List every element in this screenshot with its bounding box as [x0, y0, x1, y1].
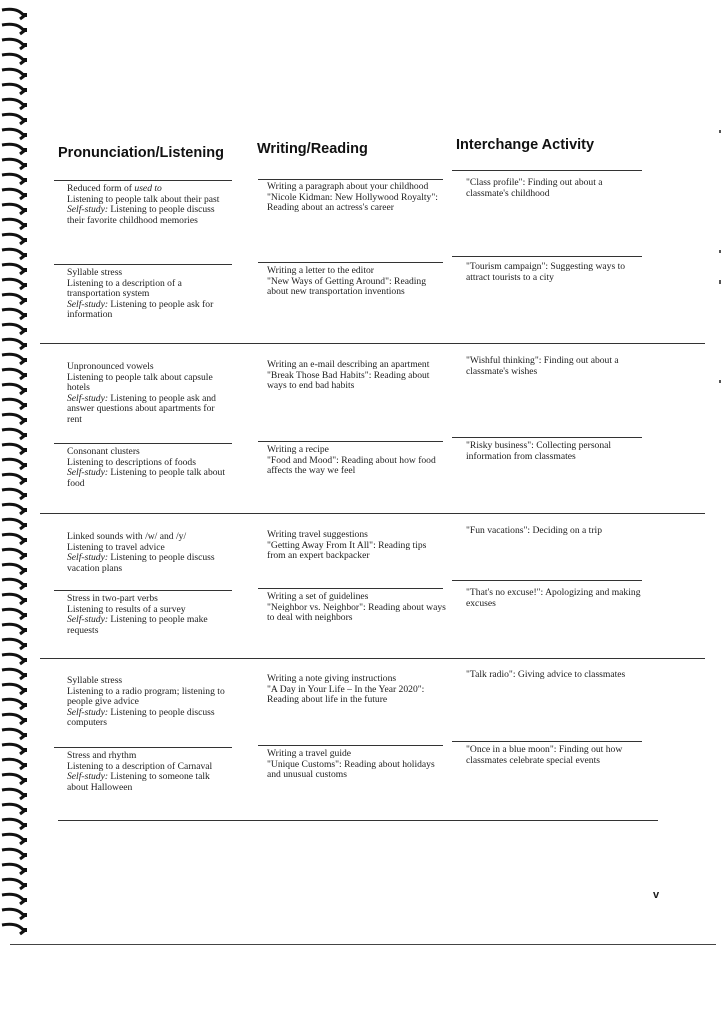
spiral-hole: [22, 268, 27, 272]
spiral-hole: [22, 358, 27, 362]
interchange-activity-cell: [466, 356, 646, 377]
spiral-hole: [22, 733, 27, 737]
spiral-coil: [2, 414, 24, 424]
pronunciation-listening-cell: [67, 751, 225, 793]
spiral-coil: [2, 654, 24, 664]
spiral-coil: [2, 459, 24, 469]
writing-reading-cell: [267, 445, 447, 477]
spiral-coil: [2, 819, 24, 829]
reading-topic: "Getting Away From It All": Reading tips from an expert backpacker: [267, 539, 427, 562]
pronunciation-topic: Syllable stress: [67, 675, 123, 686]
spiral-hole: [22, 868, 27, 872]
reading-topic: "Food and Mood": Reading about how food affects the way we feel: [267, 454, 436, 477]
spiral-hole: [22, 28, 27, 32]
scan-mark: [719, 280, 721, 284]
reading-topic: "A Day in Your Life – In the Year 2020": Reading about life in the future: [267, 683, 425, 706]
spiral-hole: [22, 388, 27, 392]
row-divider: [54, 264, 232, 265]
spiral-coil: [2, 684, 24, 694]
spiral-coil: [2, 384, 24, 394]
spiral-hole: [22, 853, 27, 857]
interchange-activity-cell: [466, 588, 646, 609]
spiral-hole: [22, 103, 27, 107]
spiral-coil: [2, 909, 24, 919]
spiral-hole: [22, 373, 27, 377]
spiral-hole: [22, 208, 27, 212]
spiral-coil: [2, 444, 24, 454]
self-study-label: Self-study:: [67, 392, 109, 404]
self-study-text: Listening to people ask for information: [67, 298, 214, 321]
spiral-hole: [22, 43, 27, 47]
spiral-coil: [2, 834, 24, 844]
listening-topic: Listening to results of a survey: [67, 603, 186, 615]
spiral-hole: [22, 508, 27, 512]
row-divider: [452, 580, 642, 581]
spiral-coil: [2, 579, 24, 589]
scan-mark: [719, 130, 721, 133]
scan-bottom-line: [10, 944, 716, 945]
self-study-label: Self-study:: [67, 467, 109, 479]
reading-topic: "Break Those Bad Habits": Reading about ways to end bad habits: [267, 369, 430, 392]
spiral-coil: [2, 399, 24, 409]
spiral-coil: [2, 534, 24, 544]
spiral-hole: [22, 673, 27, 677]
interchange-activity: "Talk radio": Giving advice to classmates: [466, 669, 626, 680]
spiral-coil: [2, 324, 24, 334]
row-divider: [258, 745, 443, 746]
spiral-hole: [22, 448, 27, 452]
row-divider: [54, 590, 232, 591]
pronunciation-listening-cell: [67, 532, 225, 574]
spiral-hole: [22, 583, 27, 587]
spiral-coil: [2, 669, 24, 679]
spiral-hole: [22, 523, 27, 527]
listening-topic: Listening to a description of a transportation system: [67, 277, 182, 300]
header-writing-reading: Writing/Reading: [257, 141, 368, 157]
spiral-hole: [22, 148, 27, 152]
interchange-activity: "Fun vacations": Deciding on a trip: [466, 525, 602, 536]
writing-reading-cell: [267, 182, 447, 214]
spiral-hole: [22, 283, 27, 287]
listening-topic: Listening to a radio program; listening to people give advice: [67, 685, 225, 708]
spiral-binding: [0, 0, 34, 950]
spiral-coil: [2, 339, 24, 349]
scan-mark: [719, 380, 721, 383]
spiral-hole: [22, 133, 27, 137]
spiral-hole: [22, 628, 27, 632]
spiral-hole: [22, 568, 27, 572]
spiral-hole: [22, 598, 27, 602]
spiral-coil: [2, 714, 24, 724]
self-study-text: Listening to people make requests: [67, 614, 208, 636]
row-divider: [40, 513, 705, 514]
scan-mark: [719, 250, 721, 253]
self-study-label: Self-study:: [67, 706, 109, 718]
spiral-hole: [22, 328, 27, 332]
spiral-hole: [22, 778, 27, 782]
spiral-coil: [2, 594, 24, 604]
spiral-coil: [2, 849, 24, 859]
spiral-hole: [22, 58, 27, 62]
spiral-coil: [2, 474, 24, 484]
self-study-topic: [67, 553, 225, 574]
self-study-topic: [67, 394, 225, 426]
spiral-coil: [2, 609, 24, 619]
spiral-hole: [22, 403, 27, 407]
spiral-hole: [22, 298, 27, 302]
spiral-hole: [22, 433, 27, 437]
spiral-coil: [2, 639, 24, 649]
spiral-coil: [2, 279, 24, 289]
spiral-coil: [2, 24, 24, 34]
writing-reading-cell: [267, 749, 447, 781]
row-divider: [54, 747, 232, 748]
self-study-topic: [67, 708, 225, 729]
spiral-coil: [2, 624, 24, 634]
spiral-coil: [2, 504, 24, 514]
self-study-label: Self-study:: [67, 204, 109, 216]
row-divider: [452, 256, 642, 257]
row-divider: [452, 741, 642, 742]
spiral-coil: [2, 864, 24, 874]
spiral-hole: [22, 418, 27, 422]
spiral-coil: [2, 354, 24, 364]
writing-topic: Writing a note giving instructions: [267, 673, 397, 684]
pronunciation-topic-italic: used to: [134, 183, 162, 194]
spiral-coil: [2, 189, 24, 199]
spiral-hole: [22, 688, 27, 692]
spiral-hole: [22, 658, 27, 662]
pronunciation-topic: Unpronounced vowels: [67, 361, 154, 372]
listening-topic: Listening to a description of Carnaval: [67, 760, 213, 772]
listening-topic: Listening to people talk about capsule hotels: [67, 371, 213, 394]
spiral-coil: [2, 789, 24, 799]
spiral-coil: [2, 144, 24, 154]
writing-topic: Writing a recipe: [267, 444, 329, 455]
spiral-hole: [22, 73, 27, 77]
spiral-coil: [2, 699, 24, 709]
pronunciation-listening-cell: [67, 594, 225, 636]
pronunciation-listening-cell: [67, 362, 225, 426]
pronunciation-listening-cell: [67, 676, 225, 729]
interchange-activity-cell: [466, 526, 646, 537]
interchange-activity: "Risky business": Collecting personal information from classmates: [466, 440, 612, 462]
spiral-coil: [2, 249, 24, 259]
interchange-activity: "Wishful thinking": Finding out about a classmate's wishes: [466, 355, 619, 377]
row-divider: [452, 170, 642, 171]
self-study-label: Self-study:: [67, 614, 109, 626]
writing-reading-cell: [267, 530, 447, 562]
self-study-text: Listening to people discuss computers: [67, 706, 215, 729]
interchange-activity-cell: [466, 178, 646, 199]
row-divider: [40, 343, 705, 344]
interchange-activity-cell: [466, 262, 646, 283]
row-divider: [258, 588, 443, 589]
spiral-coil: [2, 219, 24, 229]
reading-topic: "Neighbor vs. Neighbor": Reading about ways to deal with neighbors: [267, 601, 446, 624]
spiral-coil: [2, 759, 24, 769]
spiral-hole: [22, 838, 27, 842]
spiral-hole: [22, 313, 27, 317]
self-study-topic: [67, 615, 225, 636]
spiral-hole: [22, 613, 27, 617]
pronunciation-topic: Stress and rhythm: [67, 750, 137, 761]
spiral-coil: [2, 84, 24, 94]
spiral-coil: [2, 879, 24, 889]
pronunciation-topic: Consonant clusters: [67, 446, 140, 457]
writing-topic: Writing an e-mail describing an apartment: [267, 359, 430, 370]
self-study-text: Listening to someone talk about Halloween: [67, 771, 210, 793]
spiral-hole: [22, 118, 27, 122]
pronunciation-topic: Linked sounds with /w/ and /y/: [67, 531, 187, 542]
writing-reading-cell: [267, 592, 447, 624]
row-divider: [452, 437, 642, 438]
reading-topic: "Unique Customs": Reading about holidays and unusual customs: [267, 758, 435, 781]
spiral-coil: [2, 429, 24, 439]
spiral-hole: [22, 238, 27, 242]
spiral-hole: [22, 898, 27, 902]
interchange-activity: "Tourism campaign": Suggesting ways to attract tourists to a city: [466, 261, 626, 283]
writing-reading-cell: [267, 674, 447, 706]
spiral-hole: [22, 883, 27, 887]
writing-topic: Writing a set of guidelines: [267, 591, 369, 602]
spiral-coil: [2, 924, 24, 934]
reading-topic: "New Ways of Getting Around": Reading about new transportation inventions: [267, 275, 427, 298]
spiral-coil: [2, 489, 24, 499]
writing-topic: Writing a letter to the editor: [267, 265, 374, 276]
pronunciation-listening-cell: [67, 184, 225, 226]
spiral-hole: [22, 793, 27, 797]
spiral-coil: [2, 564, 24, 574]
row-divider: [54, 180, 232, 181]
self-study-text: Listening to people talk about food: [67, 467, 225, 489]
spiral-hole: [22, 253, 27, 257]
spiral-coil: [2, 519, 24, 529]
spiral-coil: [2, 309, 24, 319]
spiral-hole: [22, 343, 27, 347]
spiral-coil: [2, 744, 24, 754]
pronunciation-topic: Syllable stress: [67, 267, 123, 278]
self-study-topic: [67, 772, 225, 793]
spiral-coil: [2, 99, 24, 109]
spiral-hole: [22, 718, 27, 722]
interchange-activity-cell: [466, 441, 646, 462]
spiral-coil: [2, 129, 24, 139]
row-divider: [258, 262, 443, 263]
spiral-hole: [22, 763, 27, 767]
row-divider: [258, 179, 443, 180]
spiral-coil: [2, 729, 24, 739]
self-study-label: Self-study:: [67, 552, 109, 564]
spiral-hole: [22, 928, 27, 932]
listening-topic: Listening to descriptions of foods: [67, 456, 196, 468]
writing-topic: Writing a travel guide: [267, 748, 352, 759]
writing-topic: Writing a paragraph about your childhood: [267, 181, 429, 192]
spiral-hole: [22, 88, 27, 92]
spiral-coil: [2, 774, 24, 784]
pronunciation-topic: Stress in two-part verbs: [67, 593, 158, 604]
writing-topic: Writing travel suggestions: [267, 529, 368, 540]
page-number: v: [653, 889, 660, 901]
self-study-text: Listening to people discuss vacation plans: [67, 552, 215, 574]
spiral-hole: [22, 913, 27, 917]
reading-topic: "Nicole Kidman: New Hollywood Royalty": Reading about an actress's career: [267, 191, 438, 214]
spiral-hole: [22, 823, 27, 827]
pronunciation-listening-cell: [67, 268, 225, 321]
spiral-coil: [2, 369, 24, 379]
header-pronunciation-listening: Pronunciation/Listening: [58, 145, 224, 161]
self-study-topic: [67, 205, 225, 226]
spiral-coil: [2, 159, 24, 169]
spiral-hole: [22, 193, 27, 197]
spiral-coil: [2, 114, 24, 124]
self-study-topic: [67, 300, 225, 321]
row-divider: [40, 658, 705, 659]
spiral-hole: [22, 13, 27, 17]
writing-reading-cell: [267, 360, 447, 392]
spiral-hole: [22, 538, 27, 542]
spiral-hole: [22, 553, 27, 557]
writing-reading-cell: [267, 266, 447, 298]
spiral-coil: [2, 264, 24, 274]
spiral-coil: [2, 804, 24, 814]
spiral-hole: [22, 748, 27, 752]
listening-topic: Listening to people talk about their past: [67, 193, 220, 205]
self-study-text: Listening to people ask and answer questions about apartments for rent: [67, 392, 216, 425]
self-study-text: Listening to people discuss their favorite childhood memories: [67, 204, 215, 226]
spiral-hole: [22, 478, 27, 482]
spiral-hole: [22, 463, 27, 467]
self-study-label: Self-study:: [67, 771, 109, 783]
row-divider: [54, 443, 232, 444]
self-study-topic: [67, 468, 225, 489]
spiral-hole: [22, 703, 27, 707]
row-divider: [258, 441, 443, 442]
header-interchange-activity: Interchange Activity: [456, 137, 595, 153]
pronunciation-topic: Reduced form of used to: [67, 183, 162, 194]
row-divider: [58, 820, 658, 821]
interchange-activity-cell: [466, 745, 646, 766]
spiral-coil: [2, 549, 24, 559]
spiral-hole: [22, 163, 27, 167]
spiral-coil: [2, 234, 24, 244]
spiral-hole: [22, 643, 27, 647]
spiral-hole: [22, 493, 27, 497]
self-study-label: Self-study:: [67, 298, 109, 310]
interchange-activity-cell: [466, 670, 646, 681]
spiral-coil: [2, 894, 24, 904]
spiral-coil: [2, 294, 24, 304]
spiral-hole: [22, 178, 27, 182]
spiral-hole: [22, 223, 27, 227]
spiral-coil: [2, 204, 24, 214]
spiral-coil: [2, 174, 24, 184]
spiral-coil: [2, 69, 24, 79]
interchange-activity: "Class profile": Finding out about a classmate's childhood: [466, 177, 603, 199]
spiral-coil: [2, 54, 24, 64]
spiral-coil: [2, 39, 24, 49]
spiral-coil: [2, 9, 24, 19]
pronunciation-listening-cell: [67, 447, 225, 489]
interchange-activity: "That's no excuse!": Apologizing and making excuses: [466, 587, 641, 609]
spiral-hole: [22, 808, 27, 812]
interchange-activity: "Once in a blue moon": Finding out how classmates celebrate special events: [466, 744, 623, 766]
listening-topic: Listening to travel advice: [67, 541, 165, 553]
